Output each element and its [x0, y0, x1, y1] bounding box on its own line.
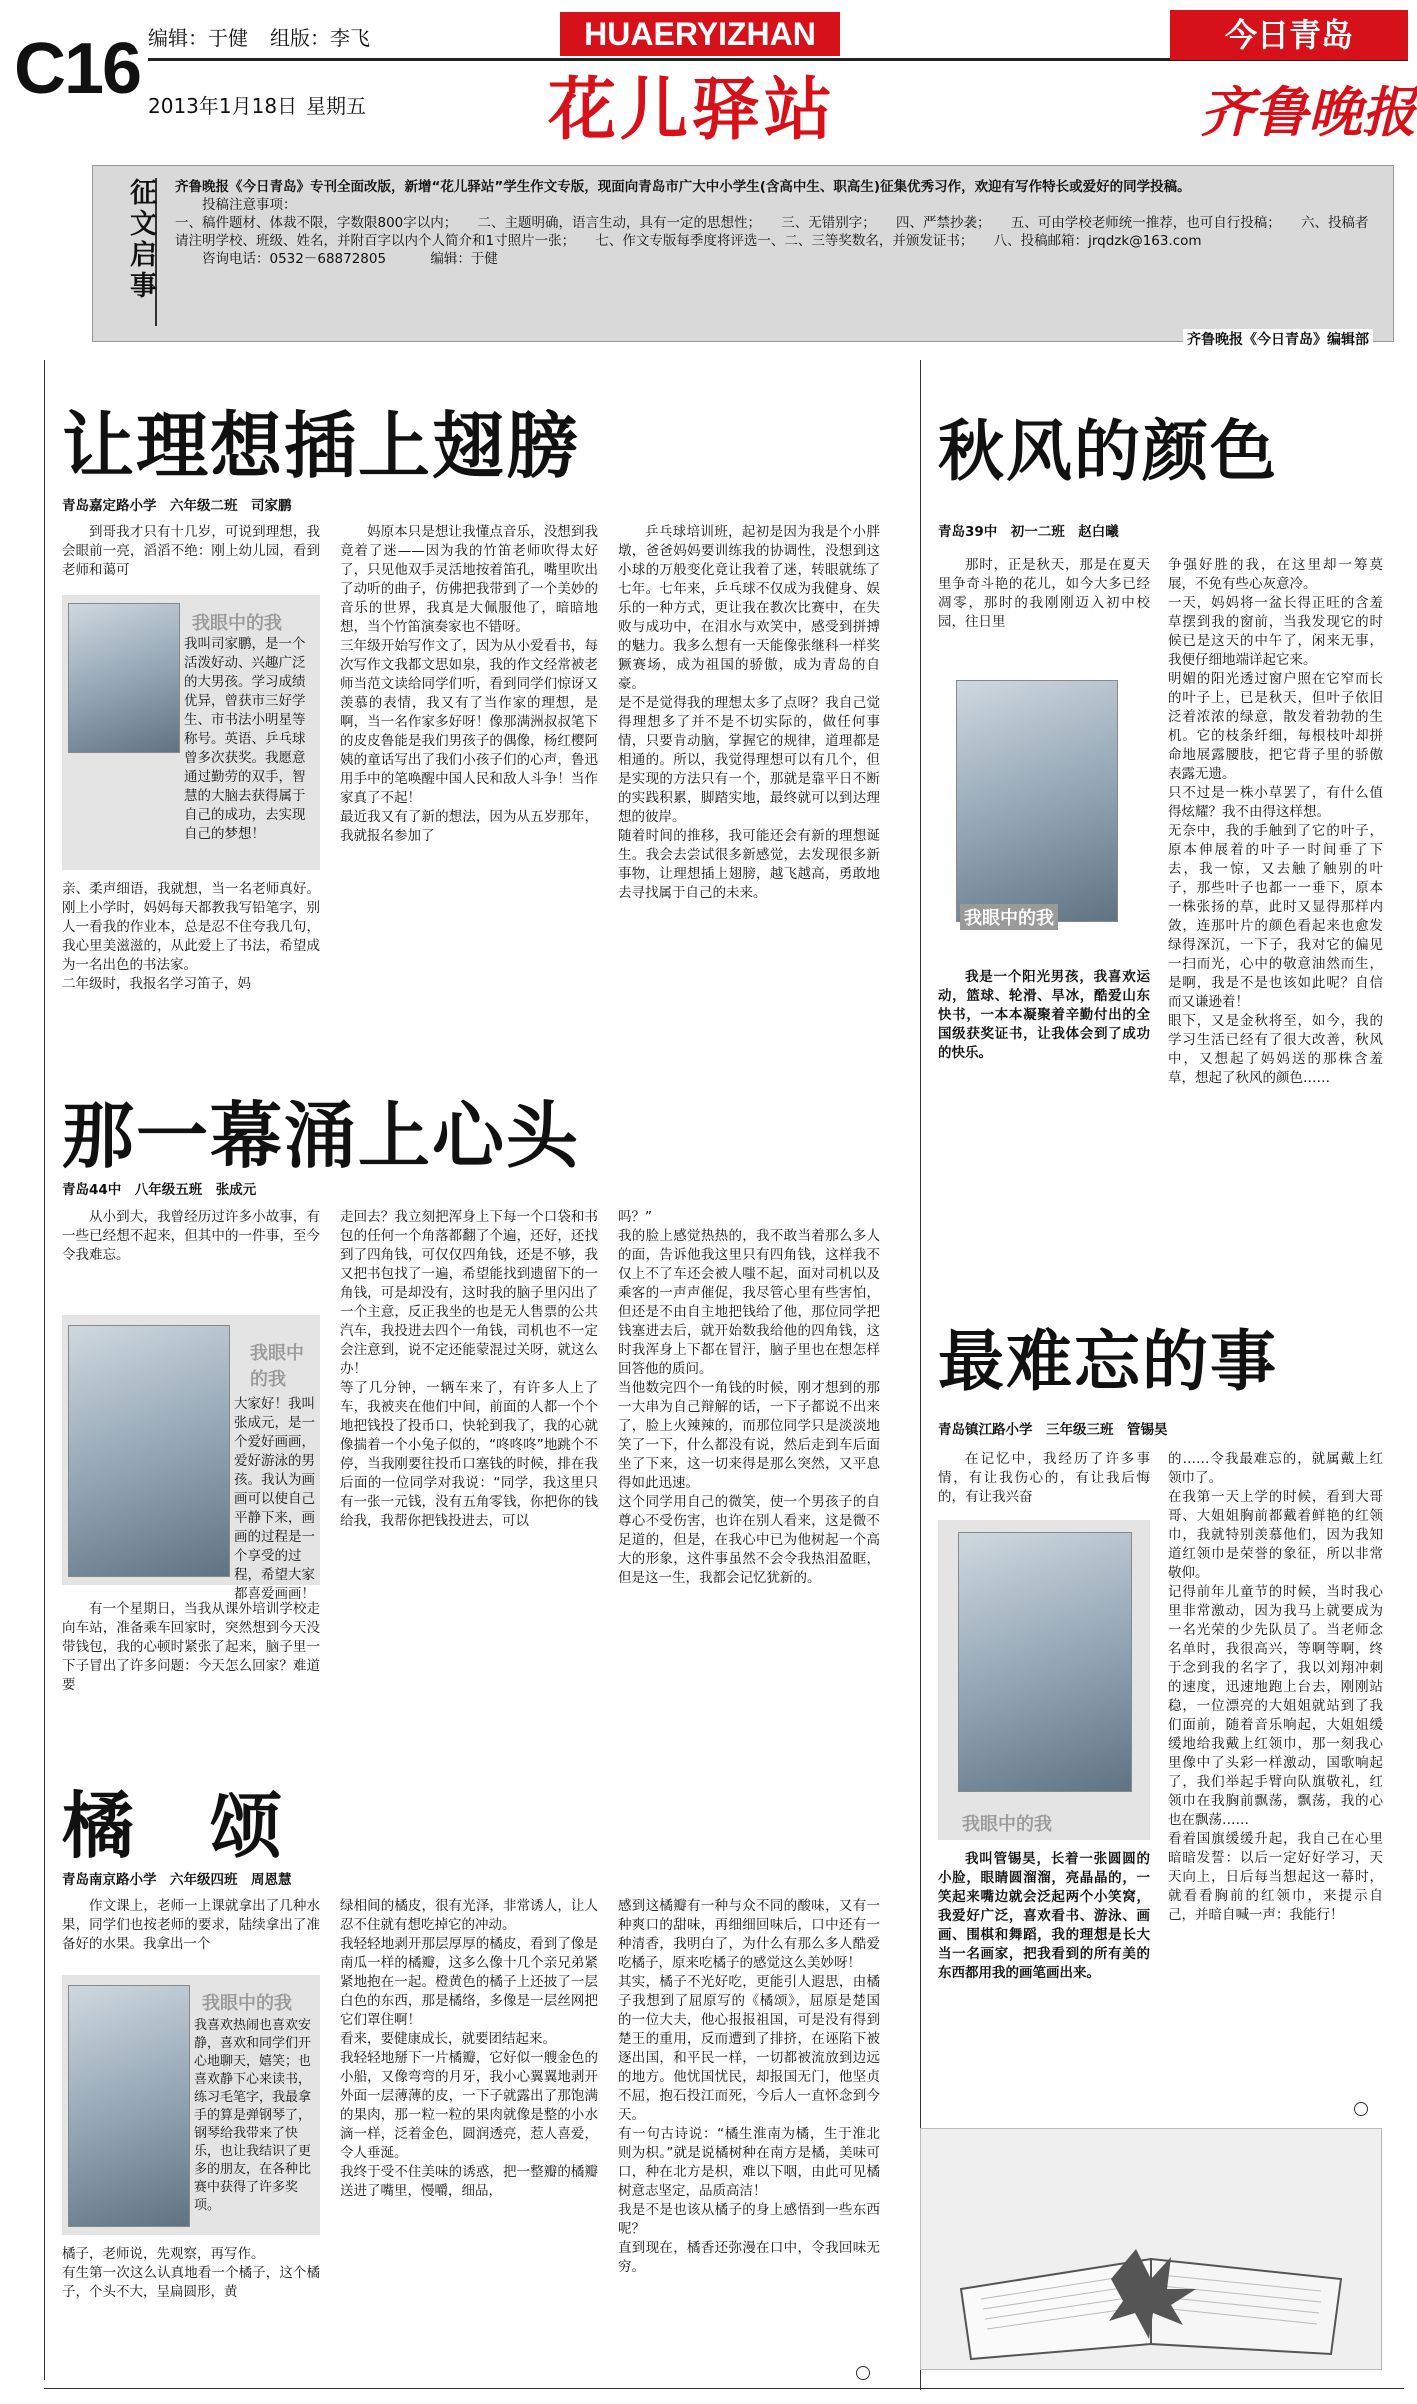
paragraph: 亲、柔声细语，我就想，当一名老师真好。刚上小学时，妈妈每天都教我写铅笔字，别人一看我的作业本，总是忍不住夸我几句，我心里美滋滋的，从此爱上了书法，希望成为一名出色的书法家。 二年级时，我报名学习笛子，妈	[62, 881, 320, 992]
paragraph: 争强好胜的我，在这里却一筹莫展，不免有些心灰意冷。 一天，妈妈将一盆长得正旺的含羞草摆到我的窗前，当我发现它的时候已是这天的中午了，闲来无事，我便仔细地端详起它来。 明媚的阳光透过窗户照在它窄而长的叶子上，已是秋天，但叶子依旧泛着浓浓的绿意，散发着勃勃的生机。它的枝条纤细，每根枝叶却拼命地展露腰肢，把它背子里的骄傲表露无遗。 只不过是一株小草罢了，有什么值得炫耀？我不由得这样想。 无奈中，我的手触到了它的叶子，原本伸展着的叶子一时间垂了下去，我一惊，又去触了触别的叶子，那些叶子也都一一垂下，原本一株张扬的草，此时又显得那样内敛，连那叶片的颜色看起来也愈发绿得深沉，一下子，我对它的偏见一扫而光，心中的敬意油然而生，是啊，我是不是也该如此呢？自信而又谦逊着！ 眼下，又是金秋将至，如今，我的学习生活已经有了很大改善，秋风中，又想起了妈妈送的那株含羞草，想起了秋风的颜色……	[1168, 557, 1383, 1086]
section-pinyin: HUAERYIZHAN	[584, 16, 816, 52]
layout-credit: 组版：李飞	[270, 26, 370, 50]
issue-date: 2013年1月18日	[148, 94, 298, 118]
edition-banner	[1170, 10, 1408, 60]
notice-rules: 一、稿件题材、体裁不限，字数限800字以内； 二、主题明确，语言生动，具有一定的思想性； 三、无错别字； 四、严禁抄袭； 五、可由学校老师统一推荐，也可自行投稿； 六、投稿者请注明学校、班级、姓名，并附百字以内个人简介和1寸照片一张； 七、作文专版每季度将评选一、二、三等奖数名，并颁发证书； 八、投稿邮箱：jrqdzk@163.com	[175, 215, 1369, 249]
call-for-submissions-box	[92, 165, 1394, 348]
article-title: 最难忘的事	[938, 1323, 1278, 1400]
editor-credit: 编辑：于健	[148, 26, 248, 50]
article-col1-bottom	[62, 880, 320, 994]
article-col2	[340, 1897, 598, 2201]
paragraph: 乒乓球培训班，起初是因为我是个小胖墩，爸爸妈妈要训练我的协调性，没想到这小球的万般变化竟让我着了迷，转眼就练了七年。七年来，乒乓球不仅成为我健身、娱乐的一种方式，更让我在教次比赛中，在失败与成功中，在泪水与欢笑中，感受到拼搏的魅力。我多么想有一天能像张继科一样奖獗赛场，成为祖国的骄傲，成为青岛的自豪。 是不是觉得我的理想太多了点呀？我自己觉得理想多了并不是不切实际的，做任何事情，只要肯动脑，掌握它的规律，道理都是相通的。所以，我觉得理想可以有几个，但是实现的方法只有一个，那就是靠平日不断的实践积累，脚踏实地，最终就可以到达理想的彼岸。 随着时间的推移，我可能还会有新的理想诞生。我会去尝试很多新感觉，去发现很多新事物，让理想插上翅膀，越飞越高，勇敢地去寻找属于自己的未来。	[618, 524, 880, 901]
profile-tag: 我眼中的我	[202, 1993, 292, 2014]
article-byline: 青岛44中 八年级五班 张成元	[62, 1182, 257, 1198]
paragraph: 到哥我才只有十几岁，可说到理想，我会眼前一亮，滔滔不绝：刚上幼儿园，看到老师和蔼可	[62, 524, 320, 578]
paragraph: 感到这橘瓣有一种与众不同的酸味，又有一种爽口的甜味，再细细回味后，口中还有一种清香，我明白了，为什么有那么多人酷爱吃橘子，原来吃橘子的感觉这么美妙呀！ 其实，橘子不光好吃，更能引人遐思，由橘子我想到了屈原写的《橘颂》，屈原是楚国的一位大夫，他心报报祖国，可是没有得到楚王的重用，反而遭到了排挤，在诬陷下被逐出国，和平民一样，一切都被流放到边远的地方。他忧国忧民，却报国无门，他坚贞不屈，抱石投江而死，今后人一直怀念到今天。 有一句古诗说：“橘生淮南为橘，生于淮北则为枳。”就是说橘树种在南方是橘，美味可口，种在北方是枳，难以下咽，由此可见橘树意志坚定，品质高洁！ 我是不是也该从橘子的身上感悟到一些东西呢？ 直到现在，橘香还弥漫在口中，令我回味无穷。	[618, 1898, 880, 2275]
profile-text: 我叫管锡昊，长着一张圆圆的小脸，眼睛圆溜溜，亮晶晶的，一笑起来嘴边就会泛起两个小笑窝，我爱好广泛，喜欢看书、游泳、画画、围棋和舞蹈，我的理想是长大当一名画家，把我看到的所有美的东西都用我的画笔画出来。	[938, 1851, 1150, 1981]
article-col1-top	[62, 523, 320, 580]
student-photo	[68, 1325, 230, 1577]
article-col1-top	[938, 1450, 1150, 1507]
notice-signature: 齐鲁晚报《今日青岛》编辑部	[1183, 329, 1373, 349]
article-title: 秋风的颜色	[938, 413, 1278, 490]
paragraph: 绿相间的橘皮，很有光泽，非常诱人，让人忍不住就有想吃掉它的冲动。 我轻轻地剥开那层厚厚的橘皮，看到了像是南瓜一样的橘瓣，这多么像十几个亲兄弟紧紧地抱在一起。橙黄色的橘子上还披了一层白色的东西，那是橘络，多像是一层丝网把它们罩住啊！ 看来，要健康成长，就要团结起来。 我轻轻地掰下一片橘瓣，它好似一艘金色的小船，又像弯弯的月牙，我小心翼翼地剥开外面一层薄薄的皮，一下子就露出了那饱满的果肉，那一粒一粒的果肉就像是整的小水滴一样，泛着金色，圆润透亮，惹人喜爱，令人垂涎。 我终于受不住美味的诱惑，把一整瓣的橘瓣送进了嘴里，慢嚼，细品，	[340, 1898, 598, 2199]
section-end-mark	[856, 2366, 870, 2380]
section-pinyin-banner	[560, 12, 840, 56]
profile-tag: 我眼中的我	[960, 904, 1058, 930]
profile-tag: 我眼中的我	[962, 1814, 1052, 1835]
paragraph: 作文课上，老师一上课就拿出了几种水果，同学们也按老师的要求，陆续拿出了准备好的水果。我拿出一个	[62, 1898, 320, 1952]
article-byline: 青岛南京路小学 六年级四班 周恩慧	[62, 1872, 292, 1888]
article-col3	[618, 523, 880, 903]
student-photo	[956, 680, 1118, 922]
paragraph: 从小到大，我曾经历过许多小故事，有一些已经想不起来，但其中的一件事，至今令我难忘。	[62, 1209, 320, 1263]
profile-box	[938, 660, 1150, 960]
section-end-mark	[1354, 2102, 1368, 2116]
profile-text-box	[938, 968, 1150, 1063]
masthead	[0, 0, 1417, 150]
frame-line-bottom	[44, 2388, 1404, 2389]
weekday: 星期五	[306, 94, 366, 118]
article-col2	[340, 1208, 598, 1531]
paragraph: 吗？” 我的脸上感觉热热的，我不敢当着那么多人的面，告诉他我这里只有四角钱，这样我不仅上不了车还会被人嗤不起，面对司机以及乘客的一声声催促，我尽管心里有些害怕，但还是不由自主地把钱给了他，那位同学把钱塞进去后，就开始数我给他的四角钱，这时我浑身上下都在冒汗，脑子里也在想怎样回答他的质问。 当他数完四个一角钱的时候，刚才想到的那一大串为自己辩解的话，一下子都说不出来了，脸上火辣辣的，而那位同学只是淡淡地笑了一下，什么都没有说，然后走到车后面坐了下来，这一切来得是那么突然，又平息得如此迅速。 这个同学用自己的微笑，使一个男孩子的自尊心不受伤害，也许在别人看来，这是微不足道的，但是，在我心中已为他树起一个高大的形象，这件事虽然不会令我热泪盈眶，但是这一生，我都会记忆犹新的。	[618, 1209, 880, 1586]
profile-box	[62, 1315, 320, 1602]
notice-label-text: 征文启事	[125, 178, 156, 302]
notice-heading: 投稿注意事项：	[202, 197, 297, 213]
profile-tag: 我眼中的我	[192, 613, 282, 634]
profile-text: 我喜欢热闹也喜欢安静，喜欢和同学们开心地聊天，嬉笑；也喜欢静下心来读书，练习毛笔字，我最拿手的算是弹钢琴了，钢琴给我带来了快乐，也让我结识了更多的朋友，在各种比赛中获得了许多奖项。	[194, 2018, 312, 2213]
profile-text: 我是一个阳光男孩，我喜欢运动，篮球、轮滑、旱冰，酷爱山东快书，一本本凝聚着辛勤付出的全国级获奖证书，让我体会到了成功的快乐。	[938, 969, 1150, 1061]
frame-line-middle	[920, 360, 921, 2390]
newspaper-logo: 齐鲁晚报	[1200, 80, 1416, 144]
paragraph: 那时，正是秋天，那是在夏天里争奇斗艳的花儿，如今大多已经凋零，那时的我刚刚迈入初中校园，往日里	[938, 557, 1150, 630]
article-col2	[1168, 556, 1383, 1088]
paragraph: 的……令我最难忘的，就属戴上红领巾了。 在我第一天上学的时候，看到大哥哥、大姐姐胸前都戴着鲜艳的红领巾，我就特别羡慕他们，因为我知道红领巾是荣誉的象征，所以非常敬仰。 记得前年儿童节的时候，当时我心里非常激动，因为我马上就要成为一名光荣的少先队员了。当老师念名单时，我很高兴，等啊等啊，终于念到我的名字了，我以刘翔冲刺的速度，迅速地跑上台去，刚刚站稳，一位漂亮的大姐姐就站到了我们面前，随着音乐响起，大姐姐缓缓地给我戴上红领巾，那一刻我心里像中了头彩一样激动，国歌响起了，我们举起手臂向队旗敬礼，红领巾在我胸前飘荡，飘荡，我的心也在飘荡…… 看着国旗缓缓升起，我自己在心里暗暗发誓：以后一定好好学习，天天向上，日后每当想起这一幕时，就看看胸前的红领巾，来提示自己，并暗自喊一声：我能行！	[1168, 1451, 1383, 1923]
profile-text: 大家好！我叫张成元，是一个爱好画画，爱好游泳的男孩。我认为画画可以使自己平静下来，画画的过程是一个享受的过程，希望大家都喜爱画画！	[234, 1396, 315, 1602]
section-title: 花儿驿站	[548, 71, 837, 150]
notice-editor: 编辑：于健	[430, 251, 498, 267]
frame-line-left	[44, 360, 45, 2380]
notice-phone: 咨询电话：0532－68872805	[202, 251, 387, 267]
article-byline: 青岛嘉定路小学 六年级二班 司家鹏	[62, 498, 292, 514]
paragraph: 走回去？我立刻把浑身上下每一个口袋和书包的任何一个角落都翻了个遍，还好，还找到了四角钱，可仅仅四角钱，还是不够，我又把书包找了一遍，希望能找到遗留下的一角钱，可是却没有，这时我的脑子里闪出了一个主意，反正我坐的也是无人售票的公共汽车，我投进去四个一角钱，司机也不一定会注意到，说不定还能蒙混过关呀，就这么办！ 等了几分钟，一辆车来了，有许多人上了车，我被夹在他们中间，前面的人都一个个地把钱投了投币口，快轮到我了，我的心就像揣着一个小兔子似的，“咚咚咚”地跳个不停，当我刚要往投币口塞钱的时候，排在我后面的一位同学对我说：“同学，我这里只有一张一元钱，没有五角零钱，你把你的钱给我，我帮你把钱投进去，可以	[340, 1209, 598, 1529]
article-title: 橘 颂	[62, 1784, 285, 1868]
article-col1-top	[62, 1208, 320, 1265]
paragraph: 妈原本只是想让我懂点音乐，没想到我竟着了迷——因为我的竹笛老师吹得太好了，只见他双手灵活地按着笛孔，嘴里吹出了动听的曲子，仿佛把我带到了一个美妙的音乐的世界，我真是大佩服他了，暗暗地想，当个竹笛演奏家也不错呀。 三年级开始写作文了，因为从小爱看书，每次写作文我都文思如泉，我的作文经常被老师当范文读给同学们听，看到同学们惊讶又羡慕的表情，我又有了当作家的理想，是啊，当一名作家多好呀！像那满洲叔叔笔下的皮皮鲁能是我们男孩子的偶像，杨红樱阿姨的童话写出了我们小孩子们的心声，鲁迅用手中的笔唤醒中国人民和敌人斗争！当作家真了不起！ 最近我又有了新的想法，因为从五岁那年，我就报名参加了	[340, 524, 598, 844]
notice-label	[121, 178, 157, 326]
edition-name: 今日青岛	[1224, 16, 1353, 54]
page-code: C16	[14, 29, 141, 109]
article-col1-bottom	[62, 2245, 320, 2302]
article-byline: 青岛镇江路小学 三年级三班 管锡昊	[938, 1422, 1168, 1438]
paragraph: 在记忆中，我经历了许多事情，有让我伤心的，有让我后悔的，有让我兴奋	[938, 1451, 1150, 1505]
profile-text-box	[938, 1850, 1150, 1983]
article-col3	[618, 1208, 880, 1588]
book-illustration	[920, 2128, 1382, 2370]
article-col1-bottom	[62, 1600, 320, 1695]
article-title: 让理想插上翅膀	[62, 404, 581, 488]
profile-box	[62, 1975, 320, 2235]
student-photo	[68, 1985, 190, 2227]
student-photo	[68, 603, 180, 753]
article-col2	[340, 523, 598, 846]
article-byline: 青岛39中 初一二班 赵白曦	[938, 524, 1119, 540]
article-col1-top	[62, 1897, 320, 1954]
notice-intro: 齐鲁晚报《今日青岛》专刊全面改版，新增“花儿驿站”学生作文专版，现面向青岛市广大中小学生(含高中生、职高生)征集优秀习作，欢迎有写作特长或爱好的同学投稿。	[175, 179, 1191, 195]
article-col1-top	[938, 556, 1150, 632]
article-title: 那一幕涌上心头	[62, 1094, 581, 1178]
paragraph: 橘子，老师说，先观察，再写作。 有生第一次这么认真地看一个橘子，这个橘子，个头不大，呈扁圆形，黄	[62, 2246, 320, 2300]
open-book-icon	[921, 2129, 1381, 2369]
article-col3	[618, 1897, 880, 2277]
notice-body	[175, 178, 1370, 268]
profile-box	[62, 595, 320, 870]
student-photo	[958, 1532, 1132, 1792]
article-col2	[1168, 1450, 1383, 1925]
paragraph: 有一个星期日，当我从课外培训学校走向车站，准备乘车回家时，突然想到今天没带钱包，我的心顿时紧张了起来，脑子里一下子冒出了许多问题：今天怎么回家？难道要	[62, 1601, 320, 1693]
profile-tag: 我眼中的我	[250, 1343, 304, 1390]
profile-text: 我叫司家鹏，是一个活泼好动、兴趣广泛的大男孩。学习成绩优异，曾获市三好学生、市书法小明星等称号。英语、乒乓球曾多次获奖。我愿意通过勤劳的双手，智慧的大脑去获得属于自己的成功，去实现自己的梦想！	[184, 636, 306, 842]
profile-box	[938, 1520, 1150, 1840]
